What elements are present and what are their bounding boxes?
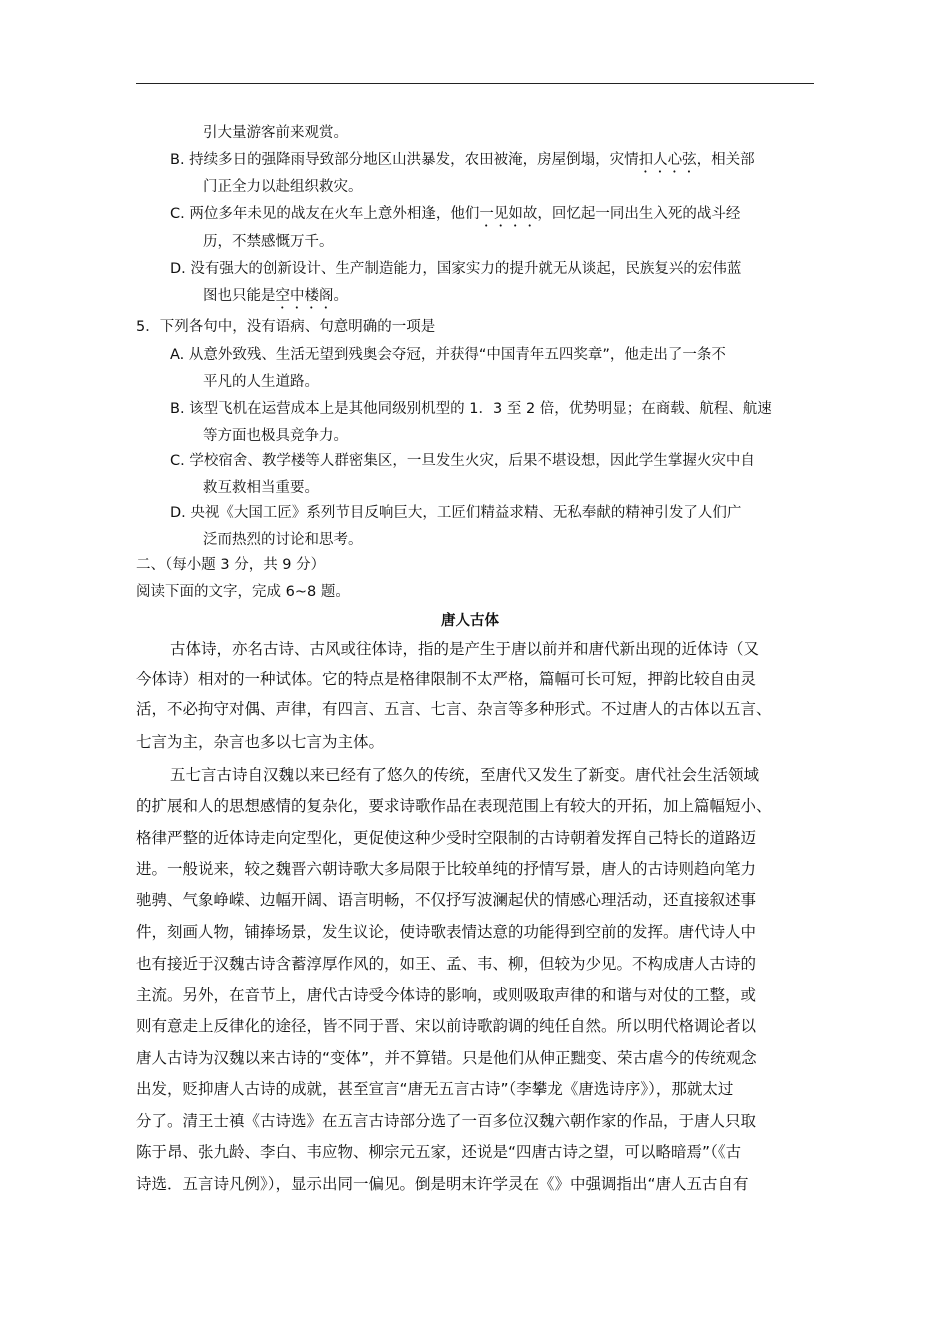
- header-rule: [136, 83, 814, 84]
- q4-option-b-line1: [170, 151, 755, 176]
- q4-option-b-line2: 门正全力以赴组织救灾。: [203, 179, 363, 195]
- passage-p2-line: 主流。另外，在音节上，唐代古诗受今体诗的影响，或则吸取声律的和谐与对仗的工整，或: [136, 986, 757, 1004]
- q4-d-post: 。: [333, 288, 348, 304]
- q5-option-b-line2: 等方面也极具竞争力。: [203, 428, 348, 444]
- passage-p2-line: 陈于昂、张九龄、李白、韦应物、柳宗元五家，还说是“四唐古诗之望，可以略暗焉”（《古: [136, 1143, 742, 1161]
- q5-option-b-line1: B. 该型飞机在运营成本上是其他同级别机型的 1．3 至 2 倍，优势明显；在商载、航程、航速: [170, 401, 772, 417]
- q4-b-idiom: 扣人心弦: [638, 152, 697, 168]
- q4-d-pre: 图也只能是: [203, 288, 276, 304]
- passage-p2-line: 驰骋、气象峥嵘、边幅开阔、语言明畅，不仅抒写波澜起伏的情感心理活动，还直接叙述事: [136, 891, 757, 909]
- q4-option-c-line2: 历，不禁感慨万千。: [203, 234, 334, 250]
- passage-p2-line: 唐人古诗为汉魏以来古诗的“变体”，并不算错。只是他们从伸正黜变、荣古虐今的传统观念: [136, 1049, 757, 1067]
- q4-c-post: ，回忆起一同出生入死的战斗经: [537, 206, 741, 222]
- q5-option-d-line2: 泛而热烈的讨论和思考。: [203, 532, 363, 548]
- q5-option-a-line1: A. 从意外致残、生活无望到残奥会夺冠，并获得“中国青年五四奖章”，他走出了一条不: [170, 347, 726, 363]
- reading-instruction: 阅读下面的文字，完成 6~8 题。: [136, 584, 350, 600]
- q4-c-idiom: 一见如故: [479, 206, 538, 222]
- passage-p1-line: 今体诗）相对的一种试体。它的特点是格律限制不太严格，篇幅可长可短，押韵比较自由灵: [136, 670, 757, 688]
- passage-title: 唐人古体: [441, 613, 499, 629]
- q4-option-d-line1: D. 没有强大的创新设计、生产制造能力，国家实力的提升就无从谈起，民族复兴的宏伟蓝: [170, 261, 742, 277]
- q4-d-idiom: 空中楼阁: [275, 288, 334, 304]
- passage-p2-line: 五七言古诗自汉魏以来已经有了悠久的传统，至唐代又发生了新变。唐代社会生活领域: [170, 766, 760, 784]
- q4-b-pre: B. 持续多日的强降雨导致部分地区山洪暴发，农田被淹，房屋倒塌，灾情: [170, 152, 639, 168]
- passage-p2-line: 分了。清王士禛《古诗选》在五言古诗部分选了一百多位汉魏六朝作家的作品，于唐人只取: [136, 1112, 757, 1130]
- passage-p1-line: 古体诗，亦名古诗、古风或往体诗，指的是产生于唐以前并和唐代新出现的近体诗（又: [170, 640, 760, 658]
- q5-option-c-line2: 救互救相当重要。: [203, 480, 319, 496]
- passage-p2-line: 格律严整的近体诗走向定型化，更促使这种少受时空限制的古诗朝着发挥自己特长的道路迈: [136, 829, 757, 847]
- q4-b-post: ，相关部: [696, 152, 755, 168]
- q4-option-d-line2: [203, 287, 348, 312]
- passage-p2-line: 出发，贬抑唐人古诗的成就，甚至宣言“唐无五言古诗”（李攀龙《唐选诗序》），那就太过: [136, 1080, 734, 1098]
- passage-p1-line: 七言为主，杂言也多以七言为主体。: [136, 733, 385, 751]
- passage-p2-line: 件，刻画人物，铺捧场景，发生议论，使诗歌表情达意的功能得到空前的发挥。唐代诗人中: [136, 923, 757, 941]
- q5-option-d-line1: D. 央视《大国工匠》系列节目反响巨大，工匠们精益求精、无私奉献的精神引发了人们广: [170, 505, 742, 521]
- q5-option-a-line2: 平凡的人生道路。: [203, 374, 319, 390]
- passage-p2-line: 也有接近于汉魏古诗含蓄淳厚作风的，如王、孟、韦、柳，但较为少见。不构成唐人古诗的: [136, 955, 757, 973]
- passage-p2-line: 进。一般说来，较之魏晋六朝诗歌大多局限于比较单纯的抒情写景，唐人的古诗则趋向笔力: [136, 860, 757, 878]
- q4-c-pre: C. 两位多年未见的战友在火车上意外相逢，他们: [170, 206, 480, 222]
- passage-p1-line: 活，不必拘守对偶、声律，有四言、五言、七言、杂言等多种形式。不过唐人的古体以五言、: [136, 700, 772, 718]
- passage-p2-line: 则有意走上反律化的途径，皆不同于晋、宋以前诗歌韵调的纯任自然。所以明代格调论者以: [136, 1017, 757, 1035]
- q5-option-c-line1: C. 学校宿舍、教学楼等人群密集区，一旦发生火灾，后果不堪设想，因此学生掌握火灾中自: [170, 453, 755, 469]
- passage-p2-line: 诗选．五言诗凡例》），显示出同一偏见。倒是明末许学灵在《》中强调指出“唐人五古自有: [136, 1175, 749, 1193]
- passage-p2-line: 的扩展和人的思想感情的复杂化，要求诗歌作品在表现范围上有较大的开拓，加上篇幅短小、: [136, 797, 772, 815]
- q5-stem: 5．下列各句中，没有语病、句意明确的一项是: [136, 319, 436, 335]
- section-heading: 二、（每小题 3 分，共 9 分）: [136, 557, 326, 573]
- q4-option-a-tail: 引大量游客前来观赏。: [203, 125, 348, 141]
- q4-option-c-line1: [170, 205, 740, 230]
